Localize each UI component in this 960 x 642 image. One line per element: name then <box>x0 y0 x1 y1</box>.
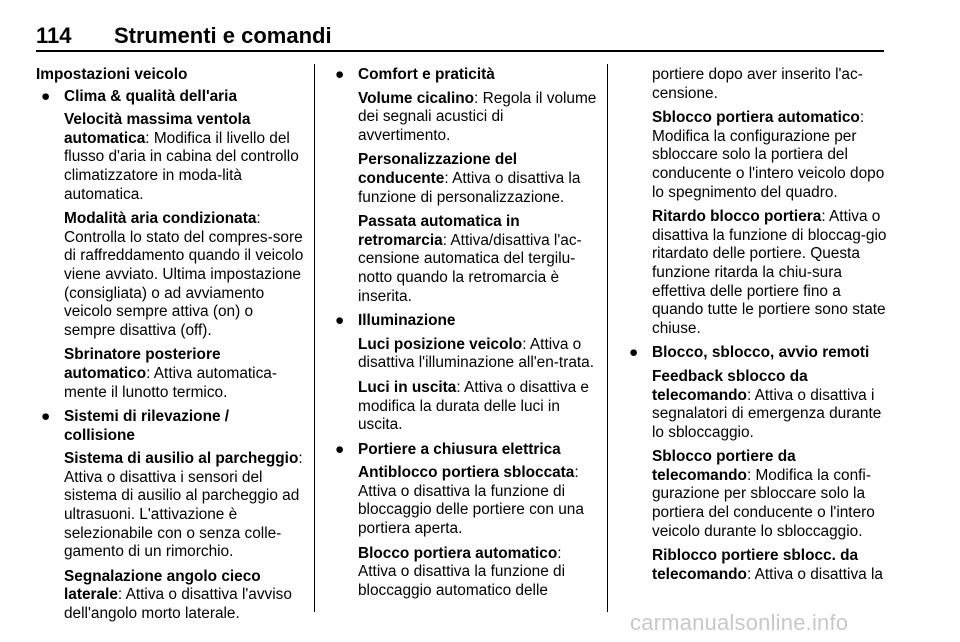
entry-text: : Attiva o disattiva la funzione di bloccaggio delle portiere con una portiera aperta. <box>358 464 584 538</box>
entry-term: Luci in uscita <box>358 378 457 396</box>
entry-term: Feedback sblocco da telecomando <box>652 367 808 404</box>
group-heading: ● Comfort e praticità <box>335 66 495 83</box>
entry <box>624 208 892 338</box>
column-divider <box>314 64 315 612</box>
entry-term: Sblocco portiere da telecomando <box>652 448 796 484</box>
entry <box>624 368 892 442</box>
group-illuminazione <box>330 312 598 435</box>
entry-text: : Attiva o disattiva i segnalatori di emergenza durante lo sbloccaggio. <box>652 386 882 441</box>
entry-text: : Attiva automatica-mente il lunotto termico. <box>64 364 277 401</box>
entry <box>36 450 304 562</box>
entry <box>330 379 598 435</box>
bullet-icon: ● <box>335 66 345 83</box>
entry-term: Velocità massima ventola automatica <box>64 111 251 147</box>
entry-text: : Controlla lo stato del compres-sore di raffreddamento quando il veicolo viene avviato. Ultima impostazione (consigliata) o ad avviamento veicolo sempre attiva (on) o sempre disattiva (off). <box>64 210 304 339</box>
page-header <box>36 20 884 52</box>
entry-term: Sistema di ausilio al parcheggio <box>64 450 299 468</box>
entry-term: Luci posizione veicolo <box>358 335 523 353</box>
entry <box>330 90 598 146</box>
entry-text: : Modifica il livello del flusso d'aria in cabina del controllo climatizzatore in moda-lità automatica. <box>64 129 299 203</box>
entry-text: : Attiva o disattiva la <box>746 565 883 583</box>
entry-term: Personalizzazione del conducente <box>358 151 518 187</box>
continuation-text: portiere dopo aver inserito l'ac-censione. <box>652 66 863 102</box>
entry-term: Sblocco portiera automatico <box>652 109 860 127</box>
entry-term: Ritardo blocco portiera <box>652 208 822 226</box>
page-number: 114 <box>36 23 72 48</box>
bullet-icon: ● <box>41 408 51 426</box>
entry <box>330 151 598 207</box>
group-heading: ● Illuminazione <box>335 312 456 330</box>
group-clima <box>36 88 304 403</box>
entry <box>330 545 598 601</box>
watermark: carmanualsonline.info <box>630 610 849 635</box>
group-comfort <box>330 66 598 306</box>
entry-text: : Attiva/disattiva l'ac-censione automatica del tergilu-notto quando la retromarcia è inserita. <box>358 231 582 305</box>
group-remoti <box>624 344 892 584</box>
entry-text: : Attiva o disattiva l'illuminazione all'en-trata. <box>358 335 594 372</box>
entry-term: Blocco portiera automatico <box>358 544 558 562</box>
column-divider <box>607 64 608 612</box>
entry-text: : Attiva o disattiva l'avviso dell'angolo morto laterale. <box>64 586 292 623</box>
entry-term: Segnalazione angolo cieco laterale <box>64 567 261 604</box>
entry-text: : Attiva o disattiva la funzione di personalizzazione. <box>358 169 581 206</box>
entry <box>330 213 598 306</box>
group-heading: ● Sistemi di rilevazione / collisione <box>41 408 230 444</box>
entry <box>624 109 892 202</box>
entry <box>624 547 892 584</box>
entry-text: : Attiva o disattiva e modifica la durata delle luci in uscita. <box>358 378 589 434</box>
entry-text: : Modifica la configurazione per sbloccare solo la portiera del conducente o l'intero veicolo dopo lo spegnimento del quadro. <box>652 109 885 201</box>
entry-term: Volume cicalino <box>358 89 475 107</box>
entry-text: : Attiva o disattiva la funzione di bloccag-gio ritardato delle portiere. Questa funzione ritarda la chiu-sura effettiva delle portiere fino a quando tutte le portiere sono state chiuse. <box>652 208 887 337</box>
entry-term: Passata automatica in retromarcia <box>358 213 520 249</box>
page-title: Strumenti e comandi <box>114 23 332 48</box>
section-title: Impostazioni veicolo <box>36 66 188 83</box>
entry-term: Antiblocco portiera sbloccata <box>358 464 575 482</box>
entry <box>330 336 598 373</box>
entry-text: : Attiva o disattiva la funzione di bloccaggio automatico delle <box>358 544 566 599</box>
bullet-icon: ● <box>41 87 51 105</box>
column-3 <box>624 66 892 590</box>
bullet-icon: ● <box>335 440 345 458</box>
group-heading: ● Portiere a chiusura elettrica <box>335 440 561 458</box>
entry <box>330 464 598 538</box>
entry <box>624 448 892 541</box>
entry <box>36 346 304 402</box>
entry-text: : Attiva o disattiva i sensori del sistema di ausilio al parcheggio ad ultrasuoni. L'attivazione è selezionabile con o senza colle-gamento di un rimorchio. <box>64 450 303 561</box>
group-rilevazione <box>36 408 304 624</box>
entry <box>36 111 304 204</box>
entry-term: Riblocco portiere sblocc. da telecomando <box>652 547 859 583</box>
group-portiere <box>330 441 598 601</box>
group-heading: ● Blocco, sblocco, avvio remoti <box>629 344 870 362</box>
bullet-icon: ● <box>629 344 639 362</box>
entry <box>36 210 304 340</box>
entry <box>36 568 304 624</box>
group-heading: ● Clima & qualità dell'aria <box>41 87 238 105</box>
entry-term: Modalità aria condizionata <box>64 210 257 228</box>
bullet-icon: ● <box>335 312 345 330</box>
column-1 <box>36 66 304 630</box>
entry-text: : Modifica la confi-gurazione per sbloccare solo la portiera del conducente o l'intero veicolo durante lo sbloccaggio. <box>652 466 875 540</box>
column-2 <box>330 66 598 606</box>
entry-term: Sbrinatore posteriore automatico <box>64 346 221 382</box>
entry-text: : Regola il volume dei segnali acustici di avvertimento. <box>358 89 597 144</box>
